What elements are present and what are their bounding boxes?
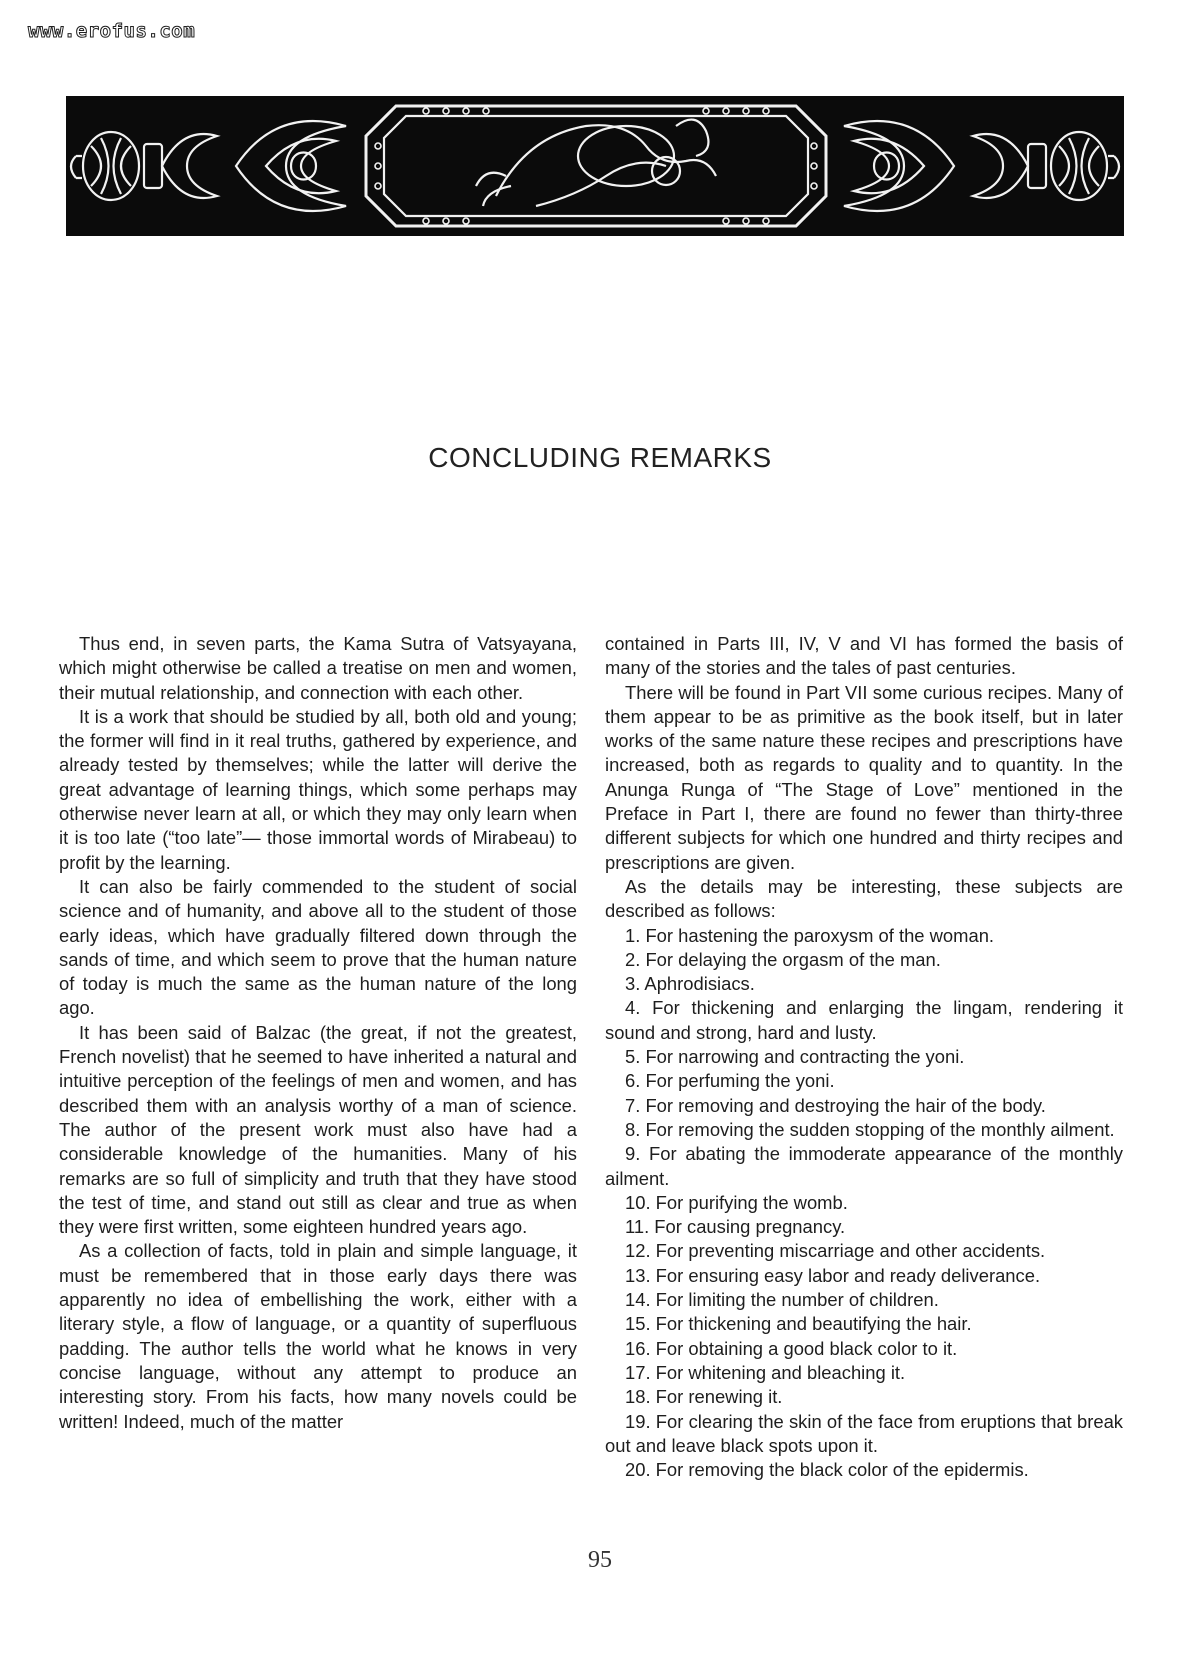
paragraph: It has been said of Balzac (the great, if not the greatest, French novelist) that he seemed to have inherited a natural and intuitive perception of the feelings of men and women, and has described them with an analysis worthy of a man of science. The author of the present work must also have had a considerable knowledge of the humanities. Many of his remarks are so full of simplicity and truth that they have stood the test of time, and stand out still as clear and true as when they were first written, some eighteen hundred years ago. [59, 1021, 577, 1238]
paragraph: There will be found in Part VII some curious recipes. Many of them appear to be as primitive as the book itself, but in later works of the same nature these recipes and prescriptions have increased, both as regards to quality and to quantity. In the Anunga Runga of “The Stage of Love” mentioned in the Preface in Part I, there are found no fewer than thirty-three different subjects for which one hundred and thirty recipes and prescriptions are given. [605, 681, 1123, 873]
list-item: 11. For causing pregnancy. [625, 1216, 846, 1238]
list-item: 14. For limiting the number of children. [625, 1289, 939, 1311]
recipe-subject-list [605, 924, 1123, 1483]
paragraph: As a collection of facts, told in plain and simple language, it must be remembered that in those early days there was apparently no idea of embellishing the work, either with a literary style, a flow of language, or a quantity of superfluous padding. The author tells the world what he knows in very concise language, without any attempt to produce an interesting story. From his facts, how many novels could be written! Indeed, much of the matter [59, 1240, 577, 1432]
paragraph: It can also be fairly commended to the student of social science and of humanity, and above all to the student of those early ideas, which have gradually filtered down through the sands of time, and which seem to prove that the human nature of today is much the same as the human nature of the long ago. [59, 875, 577, 1019]
list-item: 12. For preventing miscarriage and other accidents. [625, 1240, 1046, 1262]
list-item: 2. For delaying the orgasm of the man. [625, 948, 941, 970]
paragraph: As the details may be interesting, these subjects are described as follows: [605, 875, 1123, 922]
paragraph: Thus end, in seven parts, the Kama Sutra of Vatsyayana, which might otherwise be called a treatise on men and women, their mutual relationship, and connection with each other. [59, 633, 577, 703]
list-item: 8. For removing the sudden stopping of the monthly ailment. [625, 1118, 1115, 1140]
left-text-column [59, 632, 577, 1434]
chapter-title: CONCLUDING REMARKS [428, 442, 772, 473]
page-number: 95 [588, 1547, 612, 1573]
right-text-column [605, 632, 1123, 1482]
list-item: 19. For clearing the skin of the face from eruptions that break out and leave black spots upon it. [605, 1410, 1123, 1456]
list-item: 7. For removing and destroying the hair of the body. [625, 1094, 1046, 1116]
list-item: 18. For renewing it. [625, 1386, 783, 1408]
list-item: 10. For purifying the womb. [625, 1191, 848, 1213]
list-item: 15. For thickening and beautifying the hair. [625, 1313, 972, 1335]
list-item: 13. For ensuring easy labor and ready deliverance. [625, 1264, 1041, 1286]
watermark-text: www.erofus.com [28, 20, 196, 42]
list-item: 4. For thickening and enlarging the lingam, rendering it sound and strong, hard and lusty. [605, 997, 1123, 1043]
list-item: 16. For obtaining a good black color to it. [625, 1337, 958, 1359]
ornamental-banner [66, 96, 1124, 236]
list-item: 6. For perfuming the yoni. [625, 1070, 835, 1092]
list-item: 17. For whitening and bleaching it. [625, 1361, 906, 1383]
list-item: 1. For hastening the paroxysm of the woman. [625, 924, 995, 946]
paragraph-continuation: contained in Parts III, IV, V and VI has formed the basis of many of the stories and the tales of past centuries. [605, 633, 1123, 679]
list-item: 20. For removing the black color of the epidermis. [625, 1459, 1029, 1481]
list-item: 5. For narrowing and contracting the yoni. [625, 1046, 965, 1068]
list-item: 9. For abating the immoderate appearance of the monthly ailment. [605, 1143, 1123, 1189]
decorative-ornamental-banner-icon [66, 96, 1124, 236]
list-item: 3. Aphrodisiacs. [625, 973, 755, 995]
paragraph: It is a work that should be studied by all, both old and young; the former will find in it real truths, gathered by experience, and already tested by themselves; while the latter will derive the great advantage of learning things, which some perhaps may otherwise never learn at all, or which they may only learn when it is too late (“too late”— those immortal words of Mirabeau) to profit by the learning. [59, 705, 577, 873]
